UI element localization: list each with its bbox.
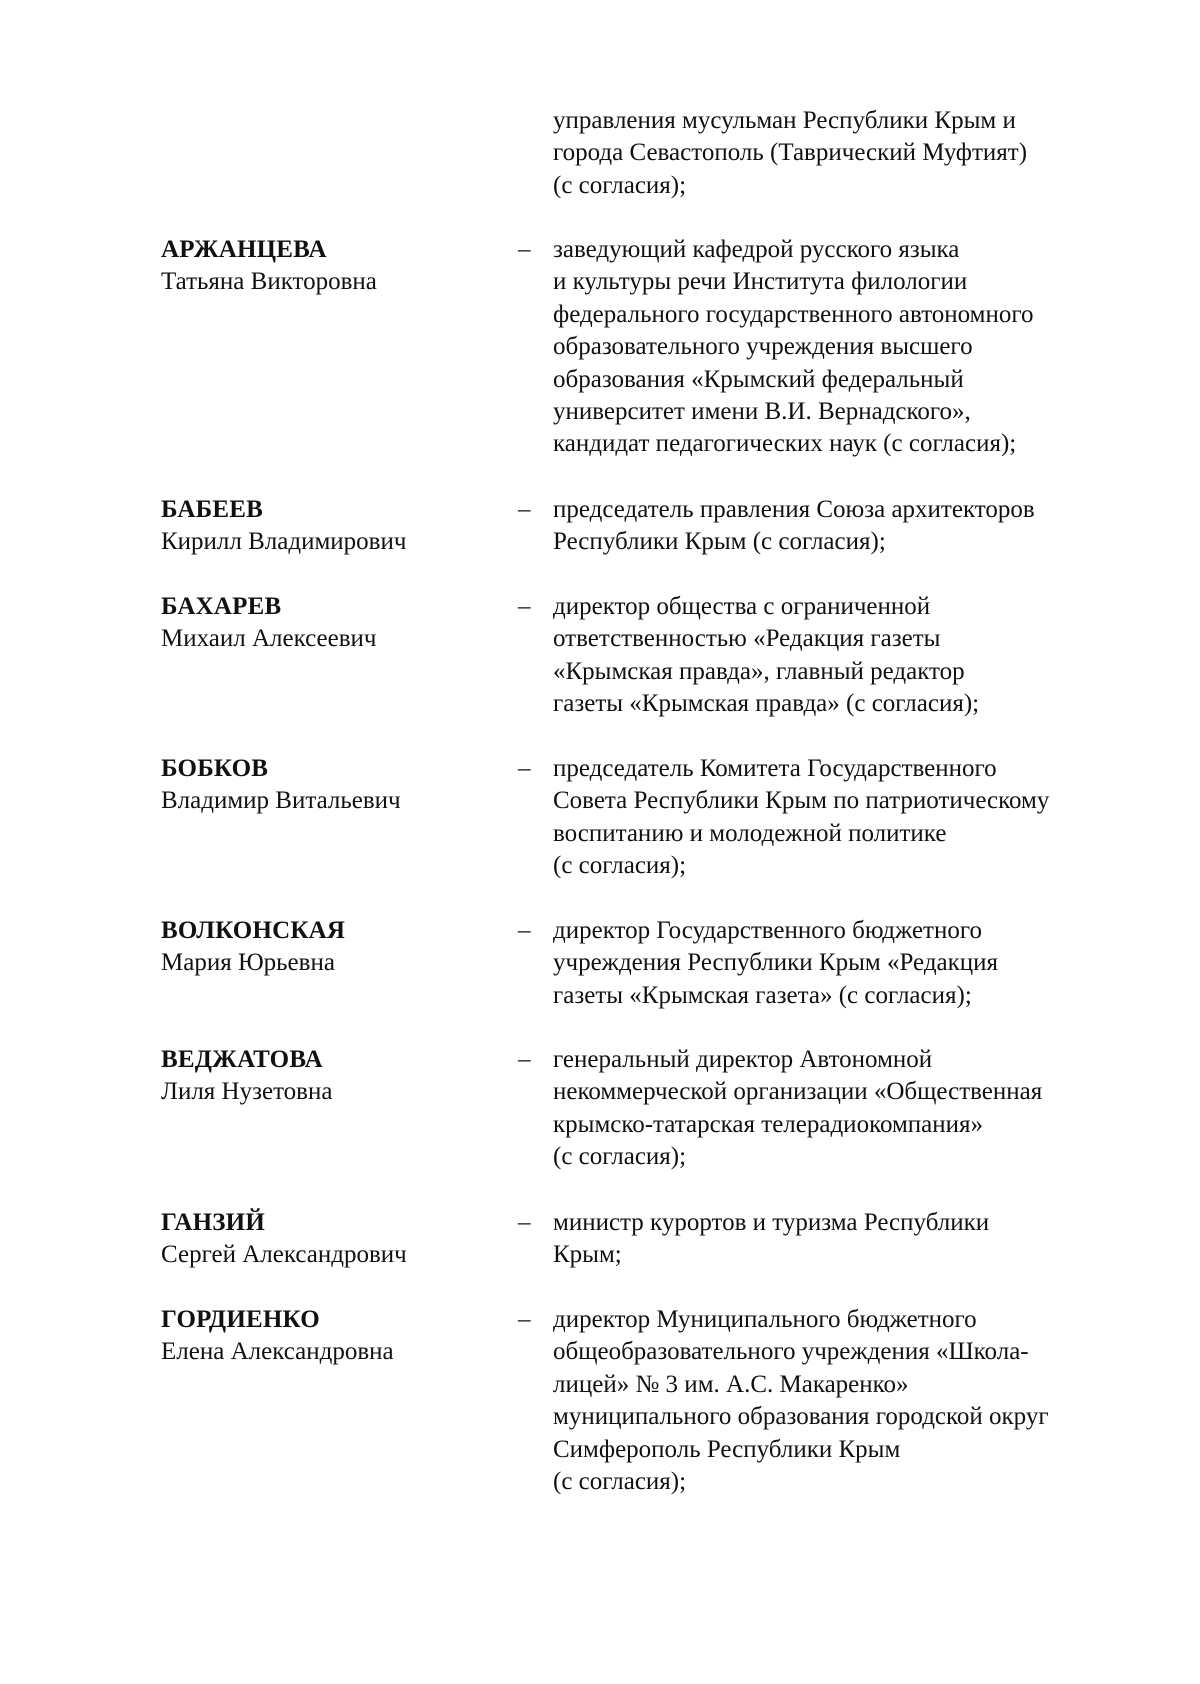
description-line: лицей» № 3 им. А.С. Макаренко» (553, 1370, 909, 1398)
description-line: воспитанию и молодежной политике (553, 819, 947, 847)
description-line: некоммерческой организации «Общественная (553, 1078, 1043, 1106)
member-description (553, 1304, 1153, 1498)
member-given-name: Лиля Нузетовна (161, 1078, 333, 1105)
member-description (553, 1044, 1153, 1174)
separator-dash: – (518, 1209, 531, 1236)
member-surname: ГАНЗИЙ (161, 1209, 265, 1236)
member-name (161, 1304, 491, 1368)
description-line: Совета Республики Крым по патриотическому (553, 787, 1050, 815)
continued-description (553, 105, 1153, 202)
member-surname: БАБЕЕВ (161, 496, 264, 523)
member-description (553, 494, 1153, 559)
member-name (161, 1207, 491, 1271)
member-given-name: Кирилл Владимирович (161, 528, 407, 555)
description-line: директор общества с ограниченной (553, 593, 931, 620)
description-line: министр курортов и туризма Республики (553, 1209, 990, 1236)
description-line: (с согласия); (553, 171, 687, 199)
description-line: «Крымская правда», главный редактор (553, 657, 965, 685)
separator-dash: – (518, 755, 531, 782)
member-surname: ГОРДИЕНКО (161, 1306, 320, 1333)
description-line: учреждения Республики Крым «Редакция (553, 949, 999, 977)
member-name (161, 915, 491, 979)
member-description (553, 915, 1153, 1012)
separator-dash: – (518, 1046, 531, 1073)
description-line: Республики Крым (с согласия); (553, 528, 886, 556)
member-name (161, 494, 491, 558)
description-line: газеты «Крымская правда» (с согласия); (553, 690, 980, 718)
member-description (553, 1207, 1153, 1272)
separator-dash: – (518, 496, 531, 523)
description-line: муниципального образования городской округ (553, 1403, 1049, 1431)
member-name (161, 234, 491, 298)
description-line: председатель Комитета Государственного (553, 755, 997, 782)
description-line: общеобразовательного учреждения «Школа- (553, 1338, 1029, 1366)
description-line: управления мусульман Республики Крым и (553, 107, 1016, 134)
member-surname: АРЖАНЦЕВА (161, 236, 327, 263)
description-line: образовательного учреждения высшего (553, 333, 973, 361)
member-name (161, 1044, 491, 1108)
member-description (553, 753, 1153, 883)
description-line: (с согласия); (553, 852, 687, 880)
member-name (161, 753, 491, 817)
description-line: и культуры речи Института филологии (553, 268, 968, 296)
description-line: директор Муниципального бюджетного (553, 1306, 977, 1333)
separator-dash: – (518, 593, 531, 620)
description-line: города Севастополь (Таврический Муфтият) (553, 139, 1028, 167)
member-given-name: Михаил Алексеевич (161, 625, 377, 652)
description-line: федерального государственного автономного (553, 300, 1034, 328)
member-given-name: Татьяна Викторовна (161, 268, 377, 295)
member-surname: БОБКОВ (161, 755, 269, 782)
description-line: председатель правления Союза архитекторов (553, 496, 1035, 523)
description-line: крымско-татарская телерадиокомпания» (553, 1110, 984, 1138)
description-line: директор Государственного бюджетного (553, 917, 982, 944)
description-line: Крым; (553, 1241, 622, 1269)
separator-dash: – (518, 917, 531, 944)
member-given-name: Владимир Витальевич (161, 787, 401, 814)
member-given-name: Мария Юрьевна (161, 949, 335, 976)
member-name (161, 591, 491, 655)
member-description (553, 234, 1153, 461)
separator-dash: – (518, 1306, 531, 1333)
member-surname: ВОЛКОНСКАЯ (161, 917, 346, 944)
member-surname: БАХАРЕВ (161, 593, 282, 620)
description-line: (с согласия); (553, 1143, 687, 1171)
member-given-name: Елена Александровна (161, 1338, 394, 1365)
separator-dash: – (518, 236, 531, 263)
description-line: Симферополь Республики Крым (553, 1435, 901, 1463)
member-given-name: Сергей Александрович (161, 1241, 407, 1268)
description-line: образования «Крымский федеральный (553, 365, 964, 393)
description-line: университет имени В.И. Вернадского», (553, 398, 971, 426)
description-line: заведующий кафедрой русского языка (553, 236, 960, 263)
description-line: ответственностью «Редакция газеты (553, 625, 941, 653)
description-line: (с согласия); (553, 1468, 687, 1496)
description-line: газеты «Крымская газета» (с согласия); (553, 981, 972, 1009)
member-description (553, 591, 1153, 721)
description-line: генеральный директор Автономной (553, 1046, 933, 1073)
description-line: кандидат педагогических наук (с согласия); (553, 430, 1017, 458)
member-surname: ВЕДЖАТОВА (161, 1046, 323, 1073)
